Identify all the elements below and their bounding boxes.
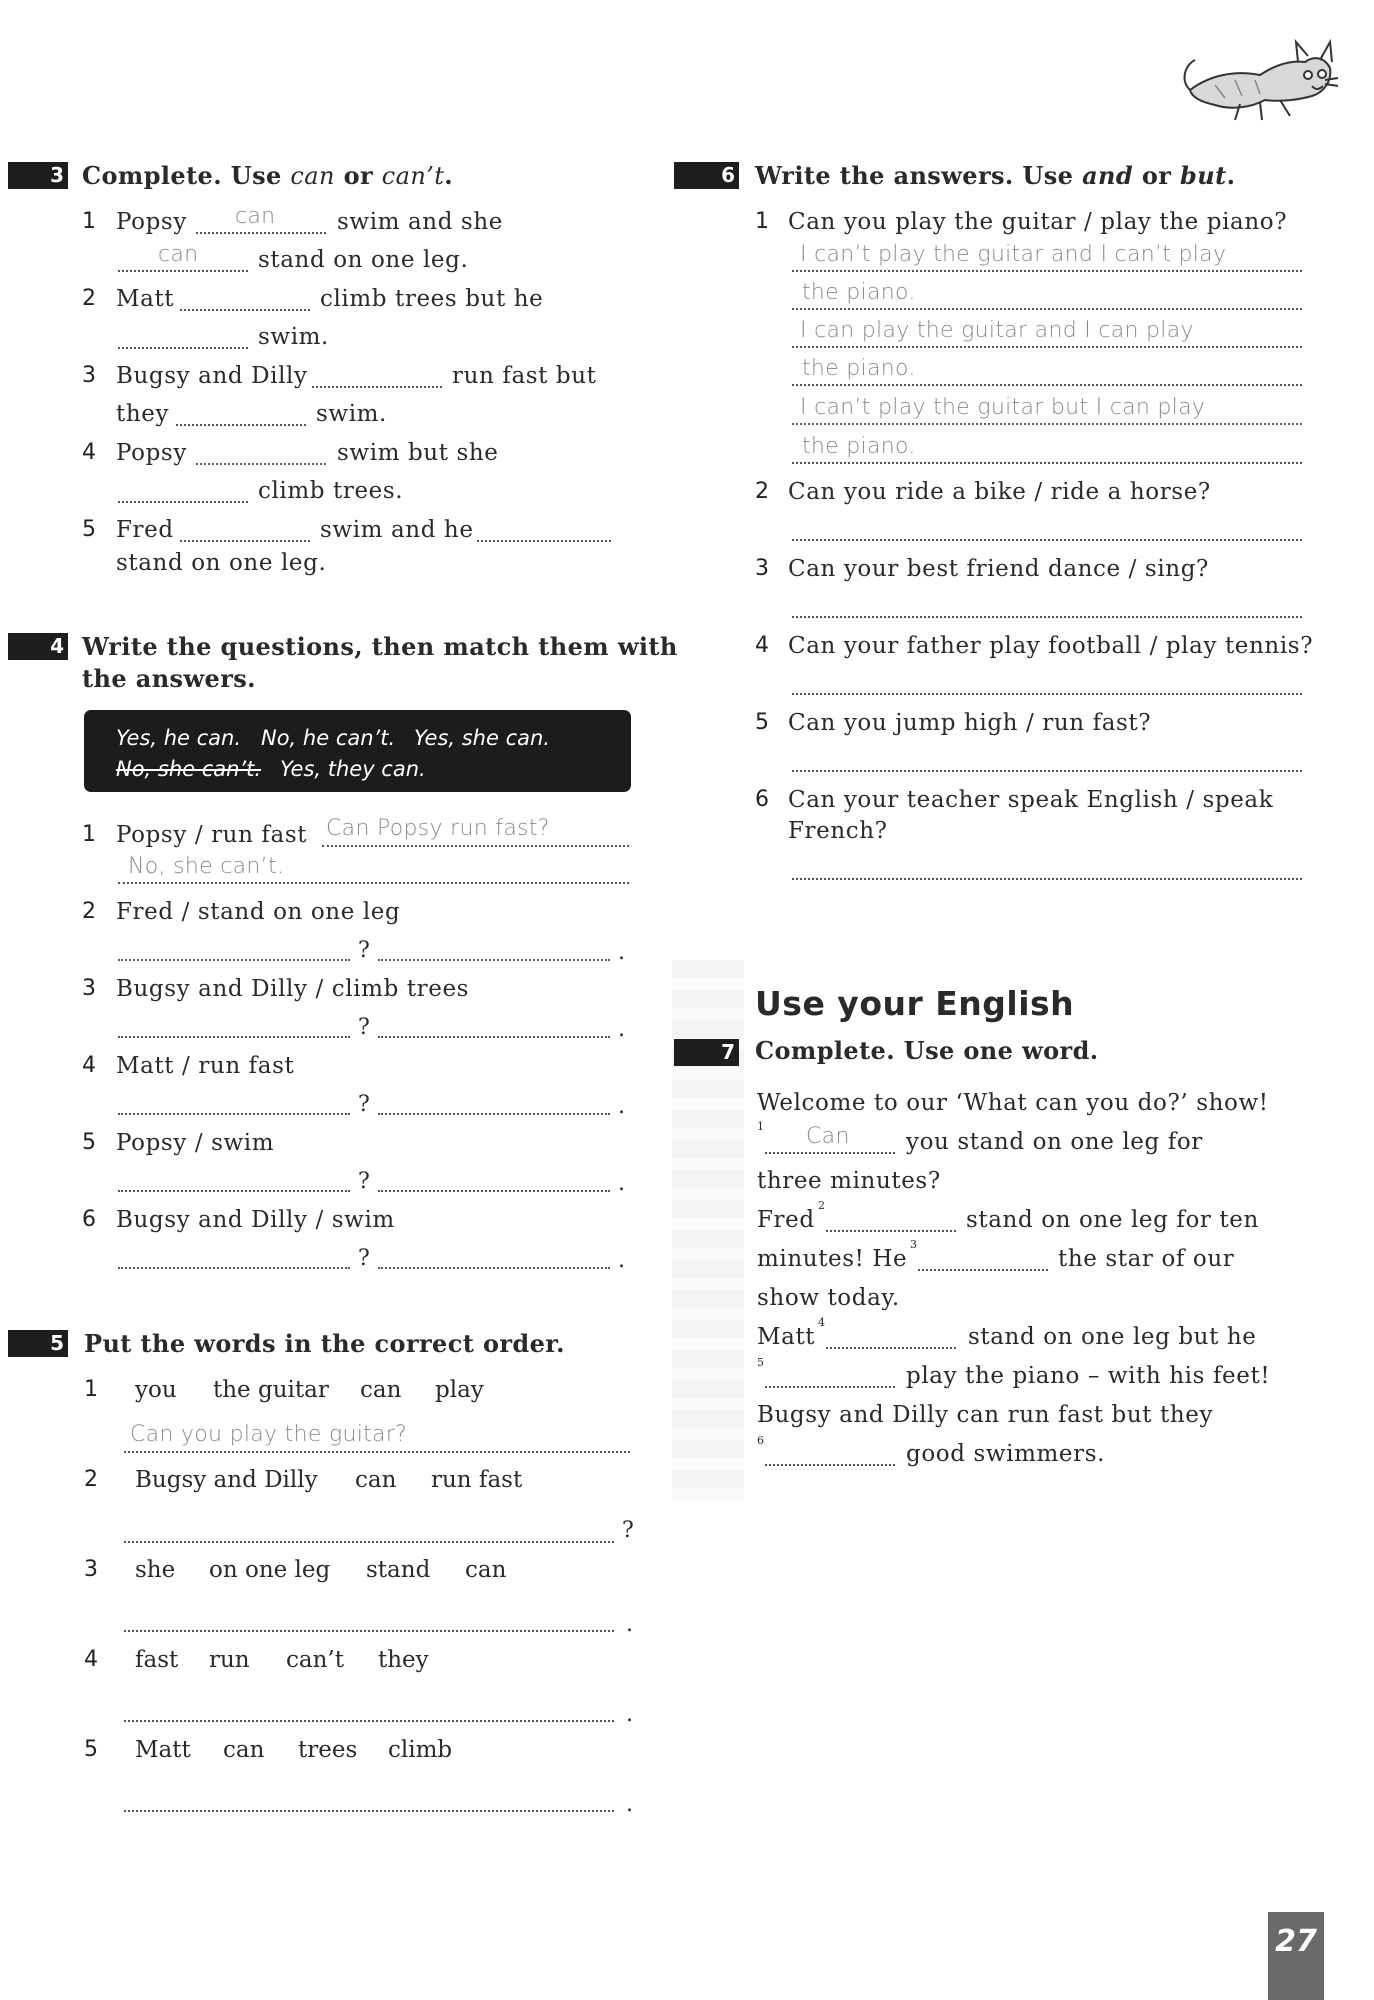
answer-blank[interactable]	[378, 1188, 610, 1192]
item-text: Popsy	[116, 209, 187, 235]
item-text: swim and he	[320, 517, 474, 543]
item-number: 2	[84, 1467, 98, 1492]
answer-option: Yes, she can.	[414, 726, 550, 750]
word-tile: she	[135, 1557, 176, 1583]
answer-blank[interactable]	[765, 1384, 895, 1388]
answer-blank[interactable]	[124, 1449, 630, 1453]
full-stop: .	[626, 1702, 633, 1727]
answer-blank[interactable]	[792, 537, 1302, 541]
text-line: minutes! He	[757, 1246, 908, 1272]
title-text: Write the answers. Use	[755, 161, 1083, 190]
item-text: swim.	[316, 401, 387, 427]
answer-blank[interactable]	[118, 1188, 350, 1192]
exercise-4-title-line2: the answers.	[82, 664, 256, 693]
answer-blank[interactable]	[792, 691, 1302, 695]
item-text: run fast but	[452, 363, 597, 389]
answer-blank[interactable]	[118, 1111, 350, 1115]
exercise-6-badge: 6	[674, 162, 739, 189]
item-text: Can your teacher speak English / speak	[788, 787, 1274, 813]
item-number: 5	[82, 517, 96, 542]
item-text: Fred / stand on one leg	[116, 899, 401, 925]
text-line: the star of our	[1058, 1246, 1235, 1272]
exercise-7-title: Complete. Use one word.	[755, 1036, 1099, 1065]
exercise-5-badge: 5	[8, 1330, 68, 1357]
gap-number: 4	[818, 1316, 825, 1329]
item-text: Popsy	[116, 440, 187, 466]
section-heading: Use your English	[755, 984, 1075, 1023]
item-number: 1	[84, 1377, 98, 1402]
item-number: 4	[755, 633, 769, 658]
answer-option: Yes, he can.	[116, 726, 242, 750]
word-tile: can	[355, 1467, 397, 1493]
answer-blank[interactable]	[792, 614, 1302, 618]
handwritten-answer: Can	[806, 1124, 850, 1149]
answer-blank[interactable]	[118, 957, 350, 961]
question-mark: ?	[358, 938, 370, 963]
word-tile: play	[435, 1377, 484, 1403]
answer-blank[interactable]	[792, 421, 1302, 425]
exercise-3-badge: 3	[8, 162, 68, 189]
title-or: or	[1133, 161, 1181, 190]
item-number: 5	[82, 1130, 96, 1155]
full-stop: .	[618, 1248, 625, 1273]
item-text: Can you ride a bike / ride a horse?	[788, 479, 1211, 505]
item-number: 5	[84, 1737, 98, 1762]
item-text: stand on one leg.	[116, 550, 327, 576]
word-tile: stand	[366, 1557, 431, 1583]
answer-blank[interactable]	[792, 344, 1302, 348]
word-tile: they	[378, 1647, 429, 1673]
answer-blank[interactable]	[118, 1034, 350, 1038]
full-stop: .	[618, 1017, 625, 1042]
handwritten-answer: Can Popsy run fast?	[326, 816, 550, 841]
word-tile: fast	[135, 1647, 179, 1673]
item-text: they	[116, 401, 170, 427]
exercise-4-badge: 4	[8, 633, 68, 660]
title-but: but	[1180, 161, 1227, 190]
item-number: 4	[82, 1053, 96, 1078]
word-tile: can	[360, 1377, 402, 1403]
text-line: Welcome to our ‘What can you do?’ show!	[757, 1090, 1269, 1116]
answer-blank[interactable]	[792, 382, 1302, 386]
word-tile: Matt	[135, 1737, 191, 1763]
item-number: 3	[82, 976, 96, 1001]
answer-blank[interactable]	[312, 384, 442, 388]
handwritten-answer: can	[235, 204, 276, 229]
text-line: show today.	[757, 1285, 900, 1311]
word-tile: can	[465, 1557, 507, 1583]
question-mark: ?	[358, 1092, 370, 1117]
item-text: Bugsy and Dilly	[116, 363, 308, 389]
answer-blank[interactable]	[196, 461, 326, 465]
word-tile: can	[223, 1737, 265, 1763]
answer-blank[interactable]	[118, 1265, 350, 1269]
answer-blank[interactable]	[322, 843, 629, 847]
cat-illustration	[1180, 20, 1340, 125]
answer-blank[interactable]	[792, 768, 1302, 772]
answer-blank[interactable]	[792, 268, 1302, 272]
answer-blank[interactable]	[124, 1628, 614, 1632]
answer-blank[interactable]	[118, 345, 248, 349]
answer-blank[interactable]	[826, 1228, 956, 1232]
item-text: climb trees.	[258, 478, 404, 504]
text-line: play the piano – with his feet!	[906, 1363, 1271, 1389]
handwritten-answer: No, she can’t.	[128, 854, 285, 879]
answer-blank[interactable]	[918, 1267, 1048, 1271]
answer-blank[interactable]	[792, 460, 1302, 464]
item-text: Can your best friend dance / sing?	[788, 556, 1209, 582]
text-line: you stand on one leg for	[906, 1129, 1203, 1155]
title-can: can	[290, 162, 335, 190]
gap-number: 1	[757, 1120, 764, 1133]
item-text: Popsy / run fast	[116, 822, 308, 848]
item-number: 3	[82, 363, 96, 388]
handwritten-answer: Can you play the guitar?	[130, 1422, 408, 1447]
question-mark: ?	[358, 1169, 370, 1194]
page-number: 27	[1268, 1912, 1324, 2000]
word-tile: can’t	[286, 1647, 344, 1673]
title-end: .	[1226, 161, 1236, 190]
question-mark: ?	[358, 1015, 370, 1040]
answer-blank[interactable]	[118, 268, 248, 272]
item-text-line2: French?	[788, 818, 888, 844]
item-text: Can you jump high / run fast?	[788, 710, 1152, 736]
item-number: 2	[755, 479, 769, 504]
item-number: 6	[755, 787, 769, 812]
handwritten-answer: the piano.	[802, 434, 916, 459]
answer-options-box	[84, 710, 631, 792]
gap-number: 3	[910, 1238, 917, 1251]
full-stop: .	[618, 940, 625, 965]
full-stop: .	[618, 1171, 625, 1196]
item-number: 1	[82, 209, 96, 234]
text-line: Bugsy and Dilly can run fast but they	[757, 1402, 1214, 1428]
answer-blank[interactable]	[124, 1718, 614, 1722]
text-line: Matt	[757, 1324, 816, 1350]
handwritten-answer: I can’t play the guitar but I can play	[800, 395, 1206, 420]
exercise-6-title	[755, 160, 1235, 192]
answer-blank[interactable]	[765, 1150, 895, 1154]
answer-blank[interactable]	[826, 1345, 956, 1349]
full-stop: .	[626, 1792, 633, 1817]
handwritten-answer: the piano.	[802, 356, 916, 381]
text-line: good swimmers.	[906, 1441, 1106, 1467]
title-or: or	[334, 161, 382, 190]
item-text: Matt / run fast	[116, 1053, 295, 1079]
gap-number: 2	[818, 1199, 825, 1212]
exercise-3-title	[82, 160, 453, 192]
answer-option: Yes, they can.	[280, 757, 426, 781]
text-line: Fred	[757, 1207, 815, 1233]
item-number: 3	[84, 1557, 98, 1582]
answer-blank[interactable]	[378, 1034, 610, 1038]
answer-blank[interactable]	[180, 307, 310, 311]
handwritten-answer: the piano.	[802, 280, 916, 305]
title-and: and	[1082, 161, 1134, 190]
word-tile: you	[135, 1377, 177, 1403]
word-tile: on one leg	[209, 1557, 331, 1583]
text-line: three minutes?	[757, 1168, 941, 1194]
question-mark: ?	[358, 1246, 370, 1271]
word-tile: run	[209, 1647, 250, 1673]
item-text: swim but she	[337, 440, 499, 466]
answer-blank[interactable]	[176, 422, 306, 426]
text-line: stand on one leg for ten	[966, 1207, 1259, 1233]
text-line: stand on one leg but he	[968, 1324, 1257, 1350]
handwritten-answer: I can’t play the guitar and I can’t play	[800, 242, 1227, 267]
item-number: 2	[82, 286, 96, 311]
answer-blank[interactable]	[378, 1265, 610, 1269]
answer-blank[interactable]	[477, 538, 611, 542]
item-text: Popsy / swim	[116, 1130, 275, 1156]
answer-blank[interactable]	[124, 1808, 614, 1812]
item-number: 4	[84, 1647, 98, 1672]
item-text: Fred	[116, 517, 174, 543]
question-mark: ?	[622, 1518, 634, 1543]
full-stop: .	[626, 1612, 633, 1637]
gap-number: 6	[757, 1434, 764, 1447]
item-number: 1	[82, 822, 96, 847]
item-number: 5	[755, 710, 769, 735]
gap-number: 5	[757, 1356, 764, 1369]
exercise-5-title: Put the words in the correct order.	[84, 1329, 565, 1358]
item-text: swim.	[258, 324, 329, 350]
answer-blank[interactable]	[765, 1462, 895, 1466]
full-stop: .	[618, 1094, 625, 1119]
item-text: climb trees but he	[320, 286, 544, 312]
answer-blank[interactable]	[792, 876, 1302, 880]
item-text: Bugsy and Dilly / swim	[116, 1207, 395, 1233]
item-number: 1	[755, 209, 769, 234]
answer-option-used: No, she can’t.	[116, 757, 262, 781]
item-number: 3	[755, 556, 769, 581]
title-text: Complete. Use	[82, 161, 291, 190]
answer-blank[interactable]	[118, 880, 629, 884]
item-text: swim and she	[337, 209, 503, 235]
item-text: Can you play the guitar / play the piano?	[788, 209, 1288, 235]
item-number: 4	[82, 440, 96, 465]
title-end: .	[444, 161, 454, 190]
word-tile: Bugsy and Dilly	[135, 1467, 318, 1493]
word-tile: the guitar	[213, 1377, 329, 1403]
title-cant: can’t	[381, 162, 445, 190]
answer-blank[interactable]	[124, 1539, 614, 1543]
answer-blank[interactable]	[196, 230, 326, 234]
item-number: 6	[82, 1207, 96, 1232]
item-text: stand on one leg.	[258, 247, 469, 273]
item-number: 2	[82, 899, 96, 924]
item-text: Matt	[116, 286, 175, 312]
answer-blank[interactable]	[118, 499, 248, 503]
handwritten-answer: I can play the guitar and I can play	[800, 318, 1194, 343]
answer-blank[interactable]	[378, 1111, 610, 1115]
item-text: Bugsy and Dilly / climb trees	[116, 976, 470, 1002]
word-tile: trees	[298, 1737, 358, 1763]
answer-blank[interactable]	[792, 306, 1302, 310]
answer-blank[interactable]	[378, 957, 610, 961]
handwritten-answer: can	[158, 242, 199, 267]
answer-blank[interactable]	[180, 538, 310, 542]
exercise-7-badge: 7	[674, 1039, 739, 1066]
word-tile: climb	[388, 1737, 453, 1763]
word-tile: run fast	[431, 1467, 523, 1493]
answer-option: No, he can’t.	[261, 726, 396, 750]
item-text: Can your father play football / play tennis?	[788, 633, 1314, 659]
exercise-4-title: Write the questions, then match them with	[82, 632, 678, 661]
